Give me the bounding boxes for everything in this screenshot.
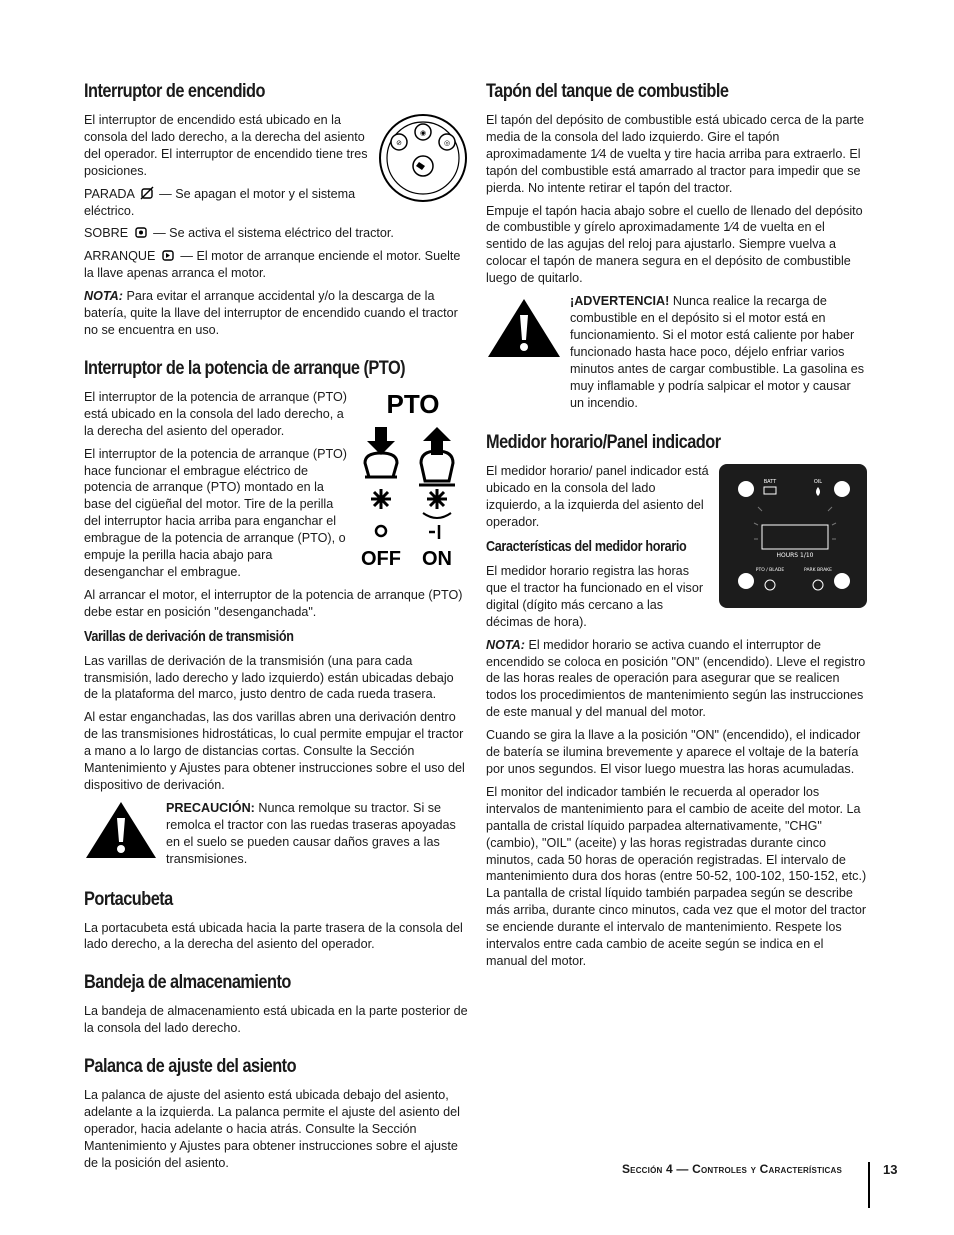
meter-heading: Medidor horario/Panel indicador (486, 432, 721, 454)
pto-off-label: OFF (361, 547, 401, 570)
note-label: NOTA: (84, 289, 123, 304)
panel-oil-label: OIL (813, 479, 823, 486)
note-text: Para evitar el arranque accidental y/o la descarga de la batería, quite la llave del interruptor de encendido cuando el tractor no se encuentra en uso. (84, 289, 458, 337)
fuel-p1: El tapón del depósito de combustible está ubicado cerca de la parte media de la consola del lado izquierdo. Gire el tapón aproximadamente 1⁄4 de vuelta y tire hacia arriba para extraerlo. El tapón del combustible está amarrado al tractor para impedir que se pierda. No intente retirar el tapón del tractor. (486, 113, 865, 195)
start-text: — El motor de arranque enciende el motor. Suelte la llave apenas arranca el motor. (84, 249, 461, 281)
tray-p1: La bandeja de almacenamiento está ubicada en la parte posterior de la consola del lado derecho. (84, 1004, 468, 1036)
footer-section-title: Sección 4 — Controles y Características (621, 1162, 842, 1176)
caution-label: PRECAUCIÓN: (166, 800, 255, 815)
pto-switch-figure (357, 389, 469, 575)
warning-triangle-icon (486, 297, 562, 359)
warning-text-block (570, 293, 868, 411)
pto-p2: El interruptor de la potencia de arranque (PTO) hace funcionar el embrague eléctrico de potencia de arranque (PTO) montado en la base del cigüeñal del motor. Tire de la perilla del interruptor hacia arriba para enganchar el embrague de la potencia de arranque (PTO), o empuje la perilla hacia abajo para desenganchar el embrague. (84, 446, 347, 579)
ignition-note (84, 288, 469, 339)
panel-hours-label: HOURS 1/10 (776, 552, 814, 560)
panel-pto-label: PTO / BLADE (755, 568, 785, 574)
ignition-on (84, 225, 469, 242)
meter-note-text: El medidor horario se activa cuando el interruptor de encendido se coloca en posición "ON" (encendido). Lleve el registro de las horas reales de operación para asegurar que se realicen todos los procedimientos de mantenimiento según las instrucciones de este manual y del manual del motor. (486, 637, 866, 720)
stop-label: PARADA (84, 186, 135, 201)
meter-note-label: NOTA: (486, 637, 525, 652)
engine-stop-icon (140, 186, 154, 200)
warning-triangle-icon (84, 800, 158, 860)
meter-note (486, 637, 868, 722)
engine-on-icon (134, 225, 148, 239)
meter-p4: El monitor del indicador también le recuerda al operador los intervalos de mantenimiento para el cambio de aceite del motor. La pantalla de cristal líquido parpadea alternativamente, "CHG" (cambio), "OIL" (aceite) y las horas registradas durante cinco minutos, cada 50 horas de operación registradas. El intervalo de mantenimiento dura dos horas (entre 50-52, 100-102, 150-152, etc.) La pantalla de cristal líquido también parpadea según se describe más arriba, durante cinco minutos, cada vez que el motor del tractor se enciende durante el intervalo de mantenimiento. Respete los intervalos entre cada cambio de aceite según se indica en el manual del motor. (486, 784, 867, 968)
caution-text: Nunca remolque su tractor. Si se remolca el tractor con las ruedas traseras apoyadas en el suelo se pueden causar daños graves a las transmisiones. (166, 800, 456, 866)
svg-text:◉: ◉ (419, 129, 427, 137)
panel-batt-label: BATT (763, 479, 777, 486)
pto-p1: El interruptor de la potencia de arranque (PTO) está ubicado en la consola del lado derecho, a la derecha del asiento del operador. (84, 389, 347, 438)
caution-box (84, 800, 469, 868)
warning-box (486, 293, 868, 411)
bypass-p2: Al estar enganchadas, las dos varillas abren una derivación dentro de las transmisiones hidrostáticas, lo cual permite empujar el tractor a mano a lo largo de distancias cortas. Consulte la Sección Mantenimiento y Ajustes para obtener instrucciones sobre el uso del dispositivo de derivación. (84, 710, 465, 792)
arrow-down-icon (367, 427, 395, 455)
stop-text: — Se apagan el motor y el sistema eléctrico. (84, 186, 356, 218)
bypass-p1: Las varillas de derivación de la transmisión (una para cada transmisión, lado derecho y lado izquierdo) están ubicadas debajo de la plataforma del marco, justo dentro de cada rueda trasera. (84, 653, 454, 702)
svg-text:◎: ◎ (443, 139, 451, 147)
seat-p1: La palanca de ajuste del asiento está ubicada debajo del asiento, adelante a la izquierda. La palanca permite el ajuste del asiento del operador, hacia adelante o hacia atrás. Consulte la Sección Mantenimiento y Ajustes para obtener instrucciones sobre el ajuste de la posición del asiento. (84, 1088, 460, 1170)
ignition-p1: El interruptor de encendido está ubicado en la consola del lado derecho, a la derecha del asiento del operador. El interruptor de encendido tiene tres posiciones. (84, 113, 368, 178)
right-column (486, 80, 868, 976)
fuel-heading: Tapón del tanque de combustible (486, 81, 729, 102)
meter-p2: El medidor horario registra las horas que el tractor ha funcionado en el visor digital (dígito más cercano a las décimas de hora). (486, 564, 704, 629)
seat-heading: Palanca de ajuste del asiento (84, 1056, 297, 1078)
meter-sub-heading: Características del medidor horario (486, 538, 687, 556)
svg-text:⊘: ⊘ (396, 139, 402, 147)
meter-p3: Cuando se gira la llave a la posición "ON" (encendido), el indicador de batería se ilumina brevemente y aparece el voltaje de la batería por unos segundos. El visor luego muestra las horas acumuladas. (486, 728, 861, 776)
caution-text-block (166, 800, 469, 868)
pto-on-label: ON (422, 547, 452, 570)
panel-brake-label: PARK BRAKE (804, 568, 832, 574)
tray-heading: Bandeja de almacenamiento (84, 972, 291, 994)
on-label: SOBRE (84, 226, 129, 241)
bypass-heading: Varillas de derivación de transmisión (84, 627, 294, 645)
fuel-p2: Empuje el tapón hacia abajo sobre el cuello de llenado del depósito de combustible y gírelo aproximadamente 1⁄4 de vuelta en el sentido de las agujas del reloj para ajustarlo. Siempre vuelva a colocar el tapón de manera segura en el depósito de combustible luego de quitarlo. (486, 203, 863, 286)
warning-text: Nunca realice la recarga de combustible en el depósito si el motor está en funcionamiento. Si el motor está caliente por haber funcionado hasta hace poco, déjelo enfriar varios minutos antes de cargar combustible. La gasolina es muy inflamable y podría salpicar el motor y causar un incendio. (570, 294, 865, 410)
on-text: — Se activa el sistema eléctrico del tractor. (153, 226, 394, 241)
footer-divider (868, 1162, 870, 1208)
cup-heading: Portacubeta (84, 888, 173, 910)
page-footer (560, 1162, 870, 1208)
ignition-heading: Interruptor de encendido (84, 81, 265, 102)
warning-label: ¡ADVERTENCIA! (570, 294, 670, 309)
pto-figure-title: PTO (386, 388, 440, 419)
engine-start-icon (161, 248, 175, 262)
left-column (84, 80, 469, 1178)
pto-heading: Interruptor de la potencia de arranque (PTO) (84, 357, 406, 379)
start-label: ARRANQUE (84, 249, 156, 264)
page-number: 13 (883, 1162, 898, 1177)
ignition-switch-figure (377, 112, 469, 204)
meter-p1: El medidor horario/ panel indicador está ubicado en la consola del lado izquierdo, a la izquierda del asiento del operador. (486, 464, 709, 530)
pto-p3: Al arrancar el motor, el interruptor de la potencia de arranque (PTO) debe estar en posición "desenganchada". (84, 587, 463, 619)
cup-p1: La portacubeta está ubicada hacia la parte trasera de la consola del lado derecho, a la derecha del asiento del operador. (84, 920, 463, 952)
ignition-start (84, 248, 469, 282)
